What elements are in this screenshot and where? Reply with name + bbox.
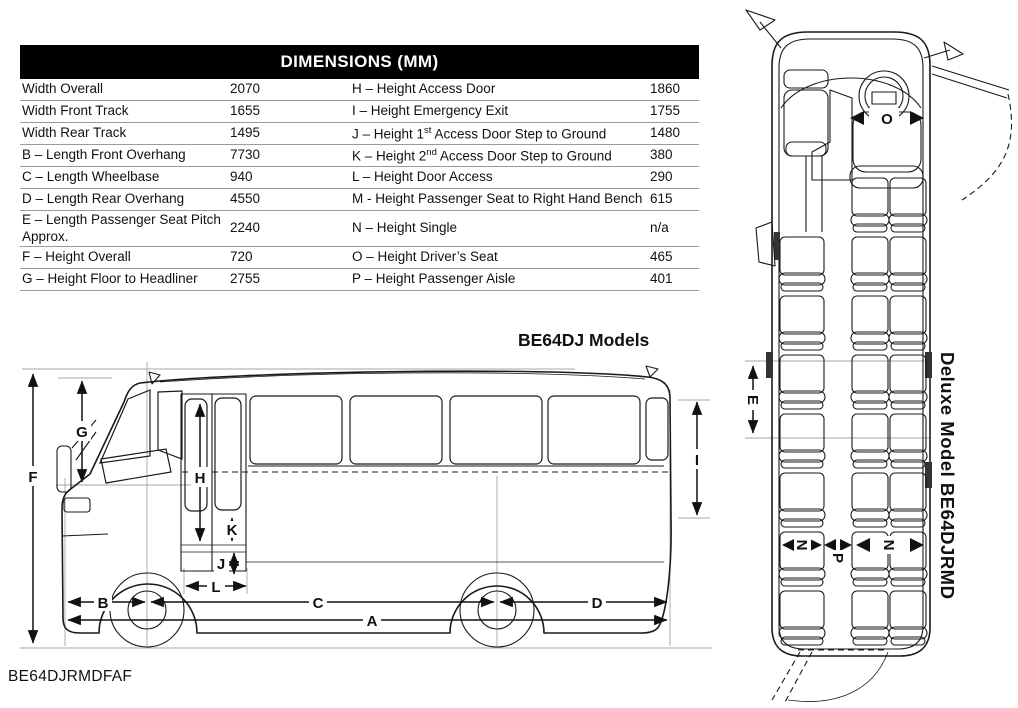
front-quarter-window [101, 449, 171, 483]
dim-letter-F: F [28, 469, 38, 486]
dim-value: 940 [230, 169, 253, 185]
dim-letter-A: A [366, 613, 378, 630]
dim-value: 1755 [650, 103, 681, 119]
dim-letter-B: B [97, 595, 109, 612]
engine-console [812, 90, 852, 180]
dim-value: 1480 [650, 125, 681, 141]
dim-marker-O [850, 108, 924, 128]
dim-letter-G: G [76, 424, 88, 441]
passenger-seats-right [851, 178, 927, 645]
dim-letter-D: D [591, 595, 603, 612]
table-title: DIMENSIONS (MM) [280, 52, 439, 71]
dim-value: 2240 [230, 220, 261, 236]
dim-letter-K: K [226, 522, 238, 539]
dim-value: 465 [650, 249, 673, 265]
dim-letter-L: L [211, 579, 221, 596]
dim-value: 1860 [650, 81, 681, 97]
top-view-caption: Deluxe Model BE64DJRMD [937, 352, 958, 600]
dim-value: 4550 [230, 191, 261, 207]
side-view-caption: BE64DJ Models [518, 330, 650, 350]
dim-value: 2070 [230, 81, 261, 97]
dim-label: K – Height 2nd Access Door Step to Ground [352, 146, 612, 164]
dim-letter-H: H [194, 470, 206, 487]
superscript: st [424, 124, 432, 136]
dim-label: E – Length Passenger Seat Pitch Approx. [22, 212, 221, 244]
dim-letter-C: C [312, 595, 324, 612]
front-door-open [932, 66, 1012, 200]
dim-marker-P [824, 539, 852, 567]
dim-label: C – Length Wheelbase [22, 169, 160, 185]
dim-label: Width Overall [22, 81, 104, 97]
driver-window [158, 391, 182, 459]
dim-value: 615 [650, 191, 673, 207]
dim-letter-I: I [694, 452, 700, 469]
side-view-dimensions [24, 374, 705, 643]
rear-door-open [772, 650, 888, 704]
top-mirrors [746, 10, 963, 60]
dim-value: 290 [650, 169, 673, 185]
front-bench-seat [784, 70, 828, 156]
dim-label: O – Height Driver’s Seat [352, 249, 498, 265]
dim-label: P – Height Passenger Aisle [352, 271, 516, 287]
dim-value: 380 [650, 147, 673, 163]
dim-label: J – Height 1st Access Door Step to Ground [352, 124, 607, 142]
dim-marker-N-right [856, 536, 924, 554]
dim-letter-E: E [744, 394, 761, 406]
dim-letter-N: N [793, 539, 810, 551]
dim-letter-J: J [216, 556, 226, 573]
extension-lines [20, 362, 712, 648]
dim-value: 401 [650, 271, 673, 287]
dim-label: L – Height Door Access [352, 169, 493, 185]
dim-label: M - Height Passenger Seat to Right Hand Bench [352, 191, 643, 207]
superscript: nd [426, 146, 437, 158]
dim-value: 1655 [230, 103, 261, 119]
dim-label: I – Height Emergency Exit [352, 103, 509, 119]
dim-marker-E [744, 366, 762, 433]
dim-label: H – Height Access Door [352, 81, 496, 97]
dim-label: Width Rear Track [22, 125, 127, 141]
dashboard-line [781, 78, 921, 108]
dim-marker-N-left [782, 536, 822, 554]
dim-value: 720 [230, 249, 253, 265]
model-code: BE64DJRMDFAF [8, 668, 133, 685]
rear-quarter-window [646, 398, 668, 460]
dim-value: n/a [650, 220, 669, 236]
rear-marker-light [646, 366, 658, 377]
dim-label: Width Front Track [22, 103, 129, 119]
dim-label: N – Height Single [352, 220, 458, 236]
top-view-drawing [744, 10, 1012, 704]
headlight [64, 498, 90, 512]
dim-letter-P: P [829, 552, 846, 564]
dim-label: B – Length Front Overhang [22, 147, 186, 163]
dim-label: D – Length Rear Overhang [22, 191, 185, 207]
dim-label: G – Height Floor to Headliner [22, 271, 198, 287]
side-view-drawing [20, 362, 712, 648]
dim-letter-O: O [881, 111, 893, 128]
dim-letter-N: N [880, 539, 897, 551]
passenger-seats-left [779, 237, 825, 645]
dim-label: F – Height Overall [22, 249, 131, 265]
dim-value: 1495 [230, 125, 261, 141]
dim-value: 2755 [230, 271, 261, 287]
dim-value: 7730 [230, 147, 261, 163]
bus-side-body [62, 366, 671, 633]
access-door [181, 394, 246, 571]
